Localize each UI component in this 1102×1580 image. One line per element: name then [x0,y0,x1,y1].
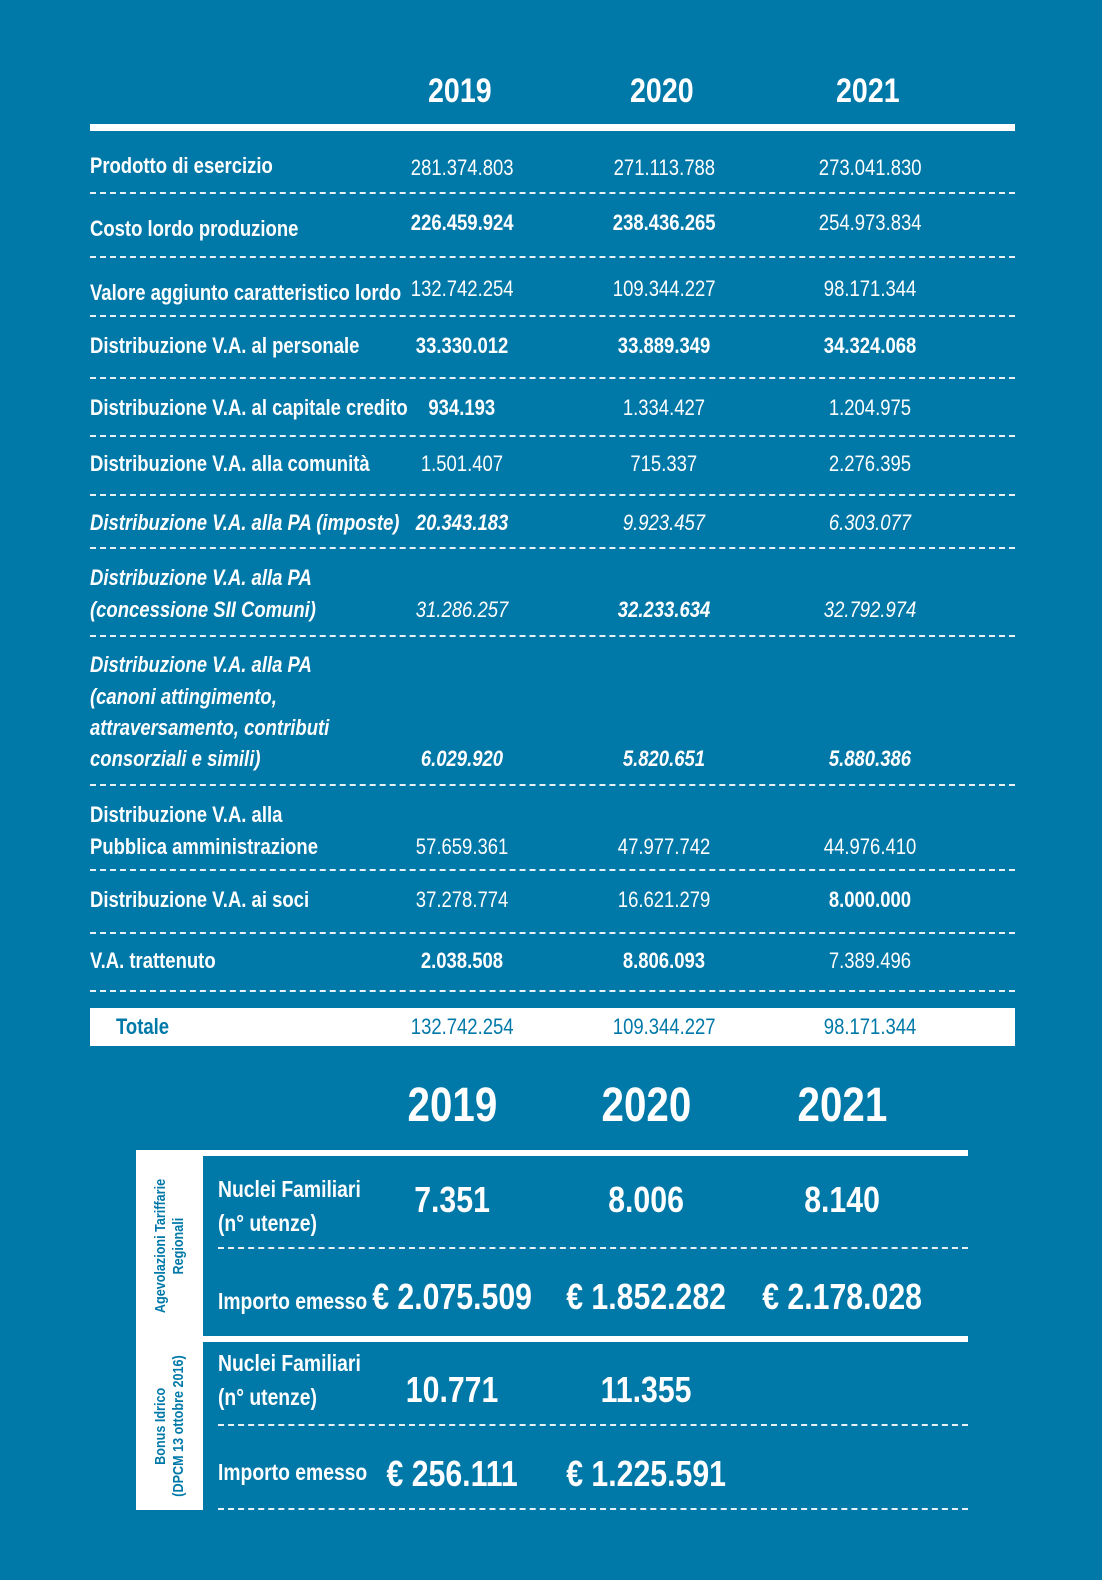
value-2021: 8.000.000 [828,887,912,912]
row-label-line: Distribuzione V.A. alla PA [90,565,312,590]
value-2019: € 256.111 [386,1453,518,1494]
row-label-line: Distribuzione V.A. alla PA [90,652,312,677]
value-2019: 20.343.183 [415,510,509,535]
value-2020: 32.233.634 [617,597,711,622]
row-label-line: Nuclei Familiari [218,1350,361,1376]
row-label: V.A. trattenuto [90,948,216,973]
value-2021: 44.976.410 [823,834,917,859]
row-label: Prodotto di esercizio [90,153,273,178]
row-label: Distribuzione V.A. al capitale credito [90,395,408,420]
row-label: Valore aggiunto caratteristico lordo [90,280,402,305]
row-divider [90,435,1015,437]
row-label: Distribuzione V.A. alla PA (imposte) [90,510,400,535]
row-divider [218,1424,968,1426]
row-divider [90,494,1015,496]
value-2021: 98.171.344 [823,276,917,301]
group-title: Agevolazioni Tariffarie Regionali [151,1178,187,1313]
group-title: Bonus Idrico (DPCM 13 ottobre 2016) [151,1355,187,1497]
value-2021: 6.303.077 [828,510,912,535]
year-header-2021: 2021 [836,72,900,110]
row-divider [90,784,1015,786]
row-divider [90,869,1015,871]
total-2019: 132.742.254 [410,1014,514,1039]
row-label-line: (canoni attingimento, [90,684,277,709]
total-2021: 98.171.344 [823,1014,917,1039]
value-2019: 132.742.254 [410,276,514,301]
row-divider [90,377,1015,379]
value-2019: 57.659.361 [415,834,509,859]
row-label: Importo emesso [218,1288,368,1314]
year-header-2020: 2020 [630,72,694,110]
value-2020: 16.621.279 [617,887,711,912]
row-label-line: consorziali e simili) [90,746,261,771]
value-2019: 226.459.924 [410,210,514,235]
value-2019: 7.351 [414,1179,490,1220]
row-label: Distribuzione V.A. ai soci [90,887,310,912]
value-2021: 32.792.974 [823,597,917,622]
row-label-line: Pubblica amministrazione [90,834,318,859]
value-2020: 8.006 [608,1179,684,1220]
row-divider [90,192,1015,194]
value-2020: 5.820.651 [622,746,706,771]
value-2020: € 1.852.282 [566,1276,726,1317]
value-2020: 9.923.457 [622,510,706,535]
value-2021: 1.204.975 [828,395,912,420]
year-header-2019: 2019 [428,72,492,110]
value-2019: 33.330.012 [415,333,509,358]
total-row [90,1008,1015,1046]
total-2020: 109.344.227 [612,1014,716,1039]
value-2019: 31.286.257 [415,597,509,622]
header-rule [136,1150,968,1156]
value-2019: 281.374.803 [410,155,514,180]
row-label-line: (concessione SII Comuni) [90,597,316,622]
value-2020: 1.334.427 [622,395,706,420]
value-2020: 33.889.349 [617,333,711,358]
value-2020: € 1.225.591 [566,1453,726,1494]
year-header-2019: 2019 [407,1079,497,1132]
value-2019: 2.038.508 [420,948,504,973]
row-divider [90,990,1015,992]
row-label-line: attraversamento, contributi [90,715,330,740]
group-label-agevolazioni [136,1155,203,1336]
row-label: Distribuzione V.A. al personale [90,333,360,358]
value-2020: 109.344.227 [612,276,716,301]
row-label-line: Nuclei Familiari [218,1176,361,1202]
row-divider [90,547,1015,549]
value-2019: 6.029.920 [420,746,504,771]
row-label-line: (n° utenze) [218,1210,317,1236]
value-2021: 7.389.496 [828,948,912,973]
total-label: Totale [116,1014,170,1039]
value-2020: 238.436.265 [612,210,716,235]
row-divider [90,932,1015,934]
row-divider [90,635,1015,637]
value-2020: 47.977.742 [617,834,711,859]
value-2019: 10.771 [405,1369,499,1410]
row-label-line: (n° utenze) [218,1384,317,1410]
value-2021: € 2.178.028 [762,1276,922,1317]
value-2021: 8.140 [804,1179,880,1220]
value-2019: 934.193 [428,395,496,420]
value-2019: € 2.075.509 [372,1276,532,1317]
value-2021: 5.880.386 [828,746,912,771]
value-2021: 2.276.395 [828,451,912,476]
value-2021: 34.324.068 [823,333,917,358]
row-label-line: Distribuzione V.A. alla [90,802,283,827]
group-label-bonus-idrico [136,1342,203,1510]
value-2021: 254.973.834 [818,210,922,235]
value-2020: 715.337 [630,451,698,476]
value-2020: 8.806.093 [622,948,706,973]
header-rule [90,124,1015,131]
row-label: Distribuzione V.A. alla comunità [90,451,370,476]
group-rule [136,1336,968,1342]
value-2019: 37.278.774 [415,887,509,912]
row-label: Importo emesso [218,1459,368,1485]
value-2020: 11.355 [600,1369,692,1410]
row-divider [90,315,1015,317]
year-header-2020: 2020 [601,1079,691,1132]
row-divider [218,1508,968,1510]
value-2021: 273.041.830 [818,155,922,180]
row-divider [90,256,1015,258]
value-2019: 1.501.407 [420,451,504,476]
value-2020: 271.113.788 [613,155,715,180]
year-header-2021: 2021 [797,1079,887,1132]
row-label: Costo lordo produzione [90,216,299,241]
row-divider [218,1247,968,1249]
